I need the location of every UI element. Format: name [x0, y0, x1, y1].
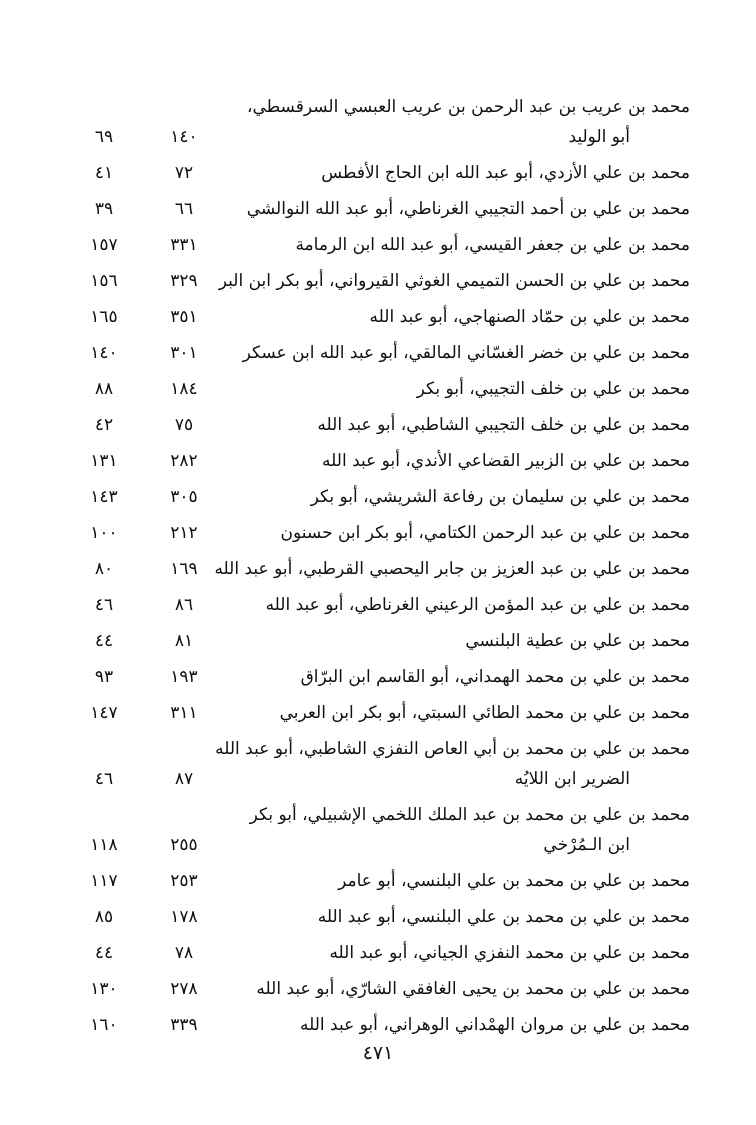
- entry-name-line: محمد بن علي بن عطية البلنسي: [465, 631, 690, 651]
- entry-name-line: محمد بن علي بن سليمان بن رفاعة الشريشي، أبو بكر: [310, 487, 690, 507]
- index-entry: [70, 974, 690, 1004]
- entry-number-primary: ٨٦: [174, 595, 194, 615]
- entry-number-primary: ٢٥٥: [170, 835, 198, 855]
- index-entry: [70, 194, 690, 224]
- entry-name: [230, 230, 690, 260]
- entry-name-line: محمد بن علي بن محمد الطائي السبتي، أبو بكر ابن العربي: [279, 703, 690, 723]
- entry-number-primary: ٣٠٥: [170, 487, 198, 507]
- entry-name-line: محمد بن علي الأزدي، أبو عبد الله ابن الحاج الأفطس: [321, 163, 690, 183]
- entry-number-secondary: ٤١: [94, 163, 114, 183]
- entry-name-line: محمد بن علي بن محمد بن عبد الملك اللخمي الإشبيلي، أبو بكر: [249, 805, 690, 825]
- entry-number-secondary: ١٣١: [90, 451, 118, 471]
- index-entry: [70, 554, 690, 584]
- entry-name: [230, 302, 690, 332]
- entry-number-primary: ٣١١: [170, 703, 198, 723]
- entry-number-secondary: ١٠٠: [90, 523, 118, 543]
- entry-name-line: محمد بن علي بن خلف التجيبي، أبو بكر: [416, 379, 690, 399]
- entry-name-line: محمد بن علي بن محمد بن يحيى الغافقي الشارّي، أبو عبد الله: [256, 979, 690, 999]
- entry-number-secondary: ٨٥: [94, 907, 114, 927]
- entry-number-primary: ١٨٤: [170, 379, 198, 399]
- entry-name: [230, 410, 690, 440]
- entry-name: [230, 482, 690, 512]
- entry-name: [230, 902, 690, 932]
- index-entry: [70, 266, 690, 296]
- entry-number-secondary: ١٤٧: [90, 703, 118, 723]
- entry-number-primary: ٧٢: [174, 163, 194, 183]
- entry-number-secondary: ١٦٠: [90, 1015, 118, 1035]
- entry-number-secondary: ١٥٦: [90, 271, 118, 291]
- entry-name: [230, 590, 690, 620]
- entry-name: [230, 92, 690, 152]
- entry-name-line: محمد بن علي بن محمد بن أبي العاص النفزي الشاطبي، أبو عبد الله: [215, 739, 690, 759]
- entry-name-line: محمد بن علي بن الحسن التميمي الغوثي القيرواني، أبو بكر ابن البر: [218, 271, 690, 291]
- entry-name: [230, 338, 690, 368]
- index-entry: [70, 482, 690, 512]
- index-entry: [70, 698, 690, 728]
- index-entry: [70, 800, 690, 860]
- index-entry: [70, 662, 690, 692]
- entry-name: [230, 374, 690, 404]
- entry-number-secondary: ١٤٣: [90, 487, 118, 507]
- entry-number-secondary: ٨٨: [94, 379, 114, 399]
- index-list: [70, 92, 690, 1046]
- entry-name-continuation: أبو الوليد: [568, 127, 630, 147]
- entry-number-primary: ٧٨: [174, 943, 194, 963]
- entry-number-primary: ٢٥٣: [170, 871, 198, 891]
- entry-name-line: محمد بن علي بن محمد بن علي البلنسي، أبو عامر: [338, 871, 690, 891]
- entry-number-primary: ٧٥: [174, 415, 194, 435]
- entry-number-secondary: ٣٩: [94, 199, 114, 219]
- entry-number-secondary: ٦٩: [94, 127, 114, 147]
- entry-name-line: محمد بن علي بن عبد المؤمن الرعيني الغرناطي، أبو عبد الله: [265, 595, 690, 615]
- entry-number-primary: ٣٣٩: [170, 1015, 198, 1035]
- index-entry: [70, 902, 690, 932]
- entry-name: [230, 518, 690, 548]
- index-entry: [70, 1010, 690, 1040]
- index-entry: [70, 158, 690, 188]
- entry-name: [214, 554, 690, 584]
- entry-number-primary: ٢٨٢: [170, 451, 198, 471]
- entry-number-primary: ٨٧: [174, 769, 194, 789]
- entry-number-primary: ٢١٢: [170, 523, 198, 543]
- entry-name-line: محمد بن علي بن محمد بن علي البلنسي، أبو عبد الله: [317, 907, 690, 927]
- index-entry: [70, 338, 690, 368]
- entry-number-primary: ٣٠١: [170, 343, 198, 363]
- index-entry: [70, 626, 690, 656]
- entry-name: [230, 446, 690, 476]
- entry-number-primary: ١٦٩: [170, 559, 198, 579]
- entry-name: [230, 938, 690, 968]
- index-entry: [70, 518, 690, 548]
- entry-name-line: محمد بن علي بن مروان الهمْداني الوهراني، أبو عبد الله: [300, 1015, 690, 1035]
- entry-name-line: محمد بن علي بن محمد النفزي الجياني، أبو عبد الله: [329, 943, 690, 963]
- entry-number-secondary: ٩٣: [94, 667, 114, 687]
- index-entry: [70, 374, 690, 404]
- entry-name: [230, 194, 690, 224]
- entry-name-line: محمد بن علي بن خلف التجيبي الشاطبي، أبو عبد الله: [317, 415, 690, 435]
- entry-name: [230, 1010, 690, 1040]
- entry-name-line: محمد بن علي بن محمد الهمداني، أبو القاسم ابن البرّاق: [300, 667, 690, 687]
- entry-number-primary: ٨١: [174, 631, 194, 651]
- entry-number-secondary: ٤٢: [94, 415, 114, 435]
- entry-name: [230, 800, 690, 860]
- entry-name: [218, 266, 690, 296]
- entry-number-primary: ٣٢٩: [170, 271, 198, 291]
- entry-name: [230, 698, 690, 728]
- entry-number-primary: ٢٧٨: [170, 979, 198, 999]
- entry-number-primary: ١٧٨: [170, 907, 198, 927]
- entry-number-secondary: ١١٨: [90, 835, 118, 855]
- entry-number-secondary: ٤٦: [94, 595, 114, 615]
- page-number: ٤٧١: [362, 1042, 394, 1064]
- entry-name-line: محمد بن علي بن حمّاد الصنهاجي، أبو عبد الله: [369, 307, 690, 327]
- entry-number-secondary: ١٦٥: [90, 307, 118, 327]
- entry-number-primary: ١٤٠: [170, 127, 198, 147]
- entry-name-line: محمد بن علي بن أحمد التجيبي الغرناطي، أبو عبد الله النوالشي: [246, 199, 690, 219]
- entry-number-primary: ١٩٣: [170, 667, 198, 687]
- entry-name-continuation: الضرير ابن اللايُه: [514, 769, 630, 789]
- index-entry: [70, 230, 690, 260]
- entry-name-line: محمد بن علي بن خضر الغسّاني المالقي، أبو عبد الله ابن عسكر: [242, 343, 690, 363]
- entry-name-continuation: ابن الـمُرْخي: [543, 835, 630, 855]
- entry-name: [230, 974, 690, 1004]
- entry-name: [215, 734, 690, 794]
- entry-name: [230, 158, 690, 188]
- entry-name: [230, 866, 690, 896]
- entry-number-secondary: ٤٤: [94, 943, 114, 963]
- entry-number-secondary: ١٤٠: [90, 343, 118, 363]
- entry-number-secondary: ١٥٧: [90, 235, 118, 255]
- index-entry: [70, 590, 690, 620]
- index-entry: [70, 734, 690, 794]
- entry-name-line: محمد بن علي بن عبد العزيز بن جابر اليحصبي القرطبي، أبو عبد الله: [214, 559, 690, 579]
- entry-number-secondary: ١٣٠: [90, 979, 118, 999]
- entry-name-line: محمد بن علي بن عبد الرحمن الكتامي، أبو بكر ابن حسنون: [280, 523, 690, 543]
- index-entry: [70, 302, 690, 332]
- index-entry: [70, 938, 690, 968]
- index-entry: [70, 92, 690, 152]
- entry-number-primary: ٣٥١: [170, 307, 198, 327]
- index-entry: [70, 446, 690, 476]
- entry-number-primary: ٦٦: [174, 199, 194, 219]
- entry-number-secondary: ١١٧: [90, 871, 118, 891]
- entry-name-line: محمد بن علي بن الزبير القضاعي الأندي، أبو عبد الله: [322, 451, 690, 471]
- entry-number-secondary: ٨٠: [94, 559, 114, 579]
- index-entry: [70, 866, 690, 896]
- entry-name: [230, 626, 690, 656]
- entry-name-line: محمد بن علي بن جعفر القيسي، أبو عبد الله ابن الرمامة: [295, 235, 690, 255]
- entry-name: [230, 662, 690, 692]
- entry-number-primary: ٣٣١: [170, 235, 198, 255]
- entry-number-secondary: ٤٤: [94, 631, 114, 651]
- index-entry: [70, 410, 690, 440]
- entry-number-secondary: ٤٦: [94, 769, 114, 789]
- entry-name-line: محمد بن عريب بن عبد الرحمن بن عريب العبسي السرقسطي،: [246, 97, 690, 117]
